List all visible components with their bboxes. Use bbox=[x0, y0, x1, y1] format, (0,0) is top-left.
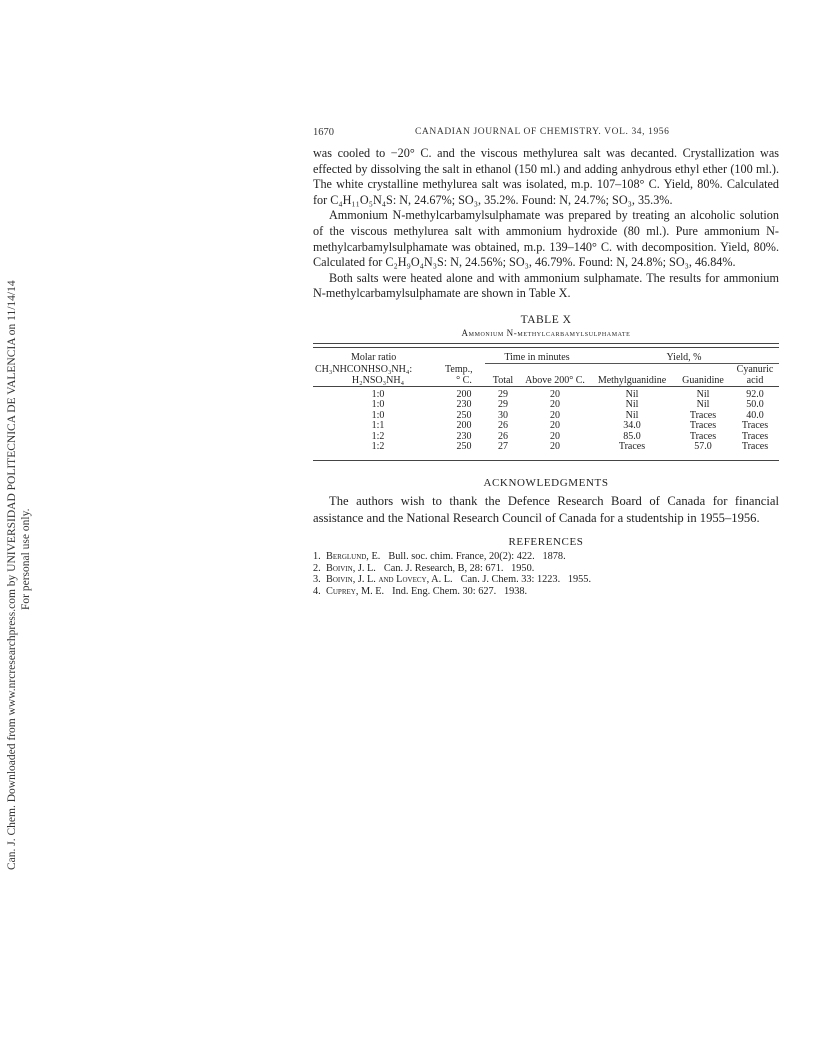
cell-temp: 230 bbox=[456, 399, 472, 411]
references-list bbox=[313, 551, 779, 597]
cell-above: 20 bbox=[550, 430, 560, 442]
paragraph-3: Both salts were heated alone and with ammonium sulphamate. The results for ammonium N-methylcarbamylsulphamate are shown in Table X. bbox=[313, 270, 779, 301]
cell-above: 20 bbox=[550, 440, 560, 452]
table-row bbox=[313, 442, 779, 452]
col-temp-unit: ° C. bbox=[456, 374, 472, 386]
cell-guanidine: Traces bbox=[689, 430, 717, 442]
cell-total: 29 bbox=[498, 399, 508, 411]
cell-ratio: 1:0 bbox=[371, 388, 385, 400]
cell-guanidine: Nil bbox=[696, 388, 710, 400]
cell-ratio: 1:2 bbox=[371, 440, 385, 452]
col-cyanuric-label: Cyanuric bbox=[736, 363, 774, 375]
reference-item bbox=[313, 563, 779, 574]
reference-item bbox=[313, 586, 779, 597]
reference-citation: Can. J. Chem. 33: 1223. 1955. bbox=[460, 574, 592, 586]
col-temp-label: Temp., bbox=[445, 363, 473, 375]
page-number: 1670 bbox=[313, 127, 334, 138]
col-methylguanidine: Methylguanidine bbox=[597, 374, 667, 386]
reference-citation: Bull. soc. chim. France, 20(2): 422. 1878. bbox=[388, 551, 566, 563]
reference-authors: Boivin, J. L. bbox=[326, 562, 376, 574]
col-group-yield: Yield, % bbox=[589, 352, 779, 364]
cell-cyanuric: Traces bbox=[741, 420, 769, 432]
cell-guanidine: Traces bbox=[689, 420, 717, 432]
cell-methylguanidine: 34.0 bbox=[623, 420, 641, 432]
reference-authors: Cuprey, M. E. bbox=[326, 585, 385, 597]
col-cyanuric-acid: acid bbox=[746, 374, 764, 386]
cell-guanidine: Nil bbox=[696, 399, 710, 411]
col-group-time: Time in minutes bbox=[485, 352, 589, 364]
reference-number: 4. bbox=[313, 585, 321, 597]
acknowledgments-section bbox=[313, 477, 779, 526]
col-guanidine: Guanidine bbox=[682, 374, 724, 386]
cell-above: 20 bbox=[550, 409, 560, 421]
personal-use-notice: For personal use only. bbox=[20, 508, 32, 610]
cell-methylguanidine: Traces bbox=[618, 440, 646, 452]
cell-above: 20 bbox=[550, 388, 560, 400]
cell-above: 20 bbox=[550, 399, 560, 411]
cell-temp: 230 bbox=[456, 430, 472, 442]
col-molar-ratio-sulphamate: H₂NSO₃NH₄ bbox=[351, 374, 405, 386]
cell-total: 27 bbox=[498, 440, 508, 452]
cell-guanidine: Traces bbox=[689, 409, 717, 421]
cell-total: 29 bbox=[498, 388, 508, 400]
cell-methylguanidine: Nil bbox=[625, 409, 639, 421]
reference-number: 2. bbox=[313, 562, 321, 574]
reference-authors: Boivin, J. L. and Lovecy, A. L. bbox=[326, 574, 453, 586]
cell-cyanuric: Traces bbox=[741, 430, 769, 442]
reference-authors: Berglund, E. bbox=[326, 551, 381, 563]
cell-ratio: 1:0 bbox=[371, 399, 385, 411]
journal-page bbox=[313, 127, 779, 597]
cell-methylguanidine: Nil bbox=[625, 388, 639, 400]
col-time-above: Above 200° C. bbox=[525, 374, 585, 386]
cell-cyanuric: 50.0 bbox=[746, 399, 764, 411]
cell-temp: 200 bbox=[456, 420, 472, 432]
col-molar-ratio-label: Molar ratio bbox=[351, 352, 397, 364]
acknowledgments-text: The authors wish to thank the Defence Research Board of Canada for financial assistance and the National Research Council of Canada for a studentship in 1955–1956. bbox=[313, 494, 779, 525]
cell-methylguanidine: Nil bbox=[625, 399, 639, 411]
cell-cyanuric: 40.0 bbox=[746, 409, 764, 421]
cell-methylguanidine: 85.0 bbox=[623, 430, 641, 442]
running-header bbox=[313, 127, 779, 138]
col-molar-ratio-formula: CH₃NHCONHSO₃NH₄: bbox=[315, 363, 413, 375]
cell-cyanuric: 92.0 bbox=[746, 388, 764, 400]
cell-ratio: 1:0 bbox=[371, 409, 385, 421]
reference-item bbox=[313, 574, 779, 585]
cell-ratio: 1:1 bbox=[371, 420, 385, 432]
table-row bbox=[313, 421, 779, 431]
reference-number: 3. bbox=[313, 574, 321, 586]
reference-citation: Can. J. Research, B, 28: 671. 1950. bbox=[383, 562, 535, 574]
cell-temp: 250 bbox=[456, 409, 472, 421]
download-notice: Can. J. Chem. Downloaded from www.nrcresearchpress.com by UNIVERSIDAD POLITECNICA DE VALENCIA on 11/14/14 bbox=[6, 280, 18, 870]
results-table bbox=[313, 343, 779, 461]
cell-temp: 250 bbox=[456, 440, 472, 452]
cell-temp: 200 bbox=[456, 388, 472, 400]
references-heading: REFERENCES bbox=[508, 536, 584, 549]
table-title: TABLE X bbox=[520, 313, 572, 326]
download-watermark bbox=[0, 180, 34, 880]
paragraph-2: Ammonium N-methylcarbamylsulphamate was prepared by treating an alcoholic solution of the viscous methylurea salt with ammonium hydroxide (80 ml.). Pure ammonium N-methylcarbamylsulphamate was obtained, m.p. 139–140° C. with decomposition. Yield, 80%. Calculated for C₂H₉O₄N₃S: N, 24.56%; SO₃, 46.79%. Found: N, 24.8%; SO₃, 46.84%. bbox=[313, 208, 779, 270]
cell-cyanuric: Traces bbox=[741, 440, 769, 452]
reference-item bbox=[313, 551, 779, 562]
running-title: CANADIAN JOURNAL OF CHEMISTRY. VOL. 34, 1956 bbox=[415, 127, 670, 137]
cell-ratio: 1:2 bbox=[371, 430, 385, 442]
reference-citation: Ind. Eng. Chem. 30: 627. 1938. bbox=[392, 585, 528, 597]
cell-total: 30 bbox=[498, 409, 508, 421]
table-caption: Ammonium N-methylcarbamylsulphamate bbox=[461, 327, 631, 338]
paragraph-1: was cooled to −20° C. and the viscous methylurea salt was decanted. Crystallization was effected by dissolving the salt in ethanol (150 ml.) and adding anhydrous ethyl ether (100 ml.). The white crystalline methylurea salt was isolated, m.p. 107–108° C. Yield, 80%. Calculated for C₄H₁₁O₅N₄S: N, 24.67%; SO₃, 35.2%. Found: N, 24.7%; SO₃, 35.3%. bbox=[313, 146, 779, 207]
cell-total: 26 bbox=[498, 420, 508, 432]
cell-above: 20 bbox=[550, 420, 560, 432]
cell-total: 26 bbox=[498, 430, 508, 442]
reference-number: 1. bbox=[313, 551, 321, 563]
cell-guanidine: 57.0 bbox=[694, 440, 712, 452]
col-time-total: Total bbox=[492, 374, 514, 386]
acknowledgments-heading: ACKNOWLEDGMENTS bbox=[483, 477, 609, 490]
